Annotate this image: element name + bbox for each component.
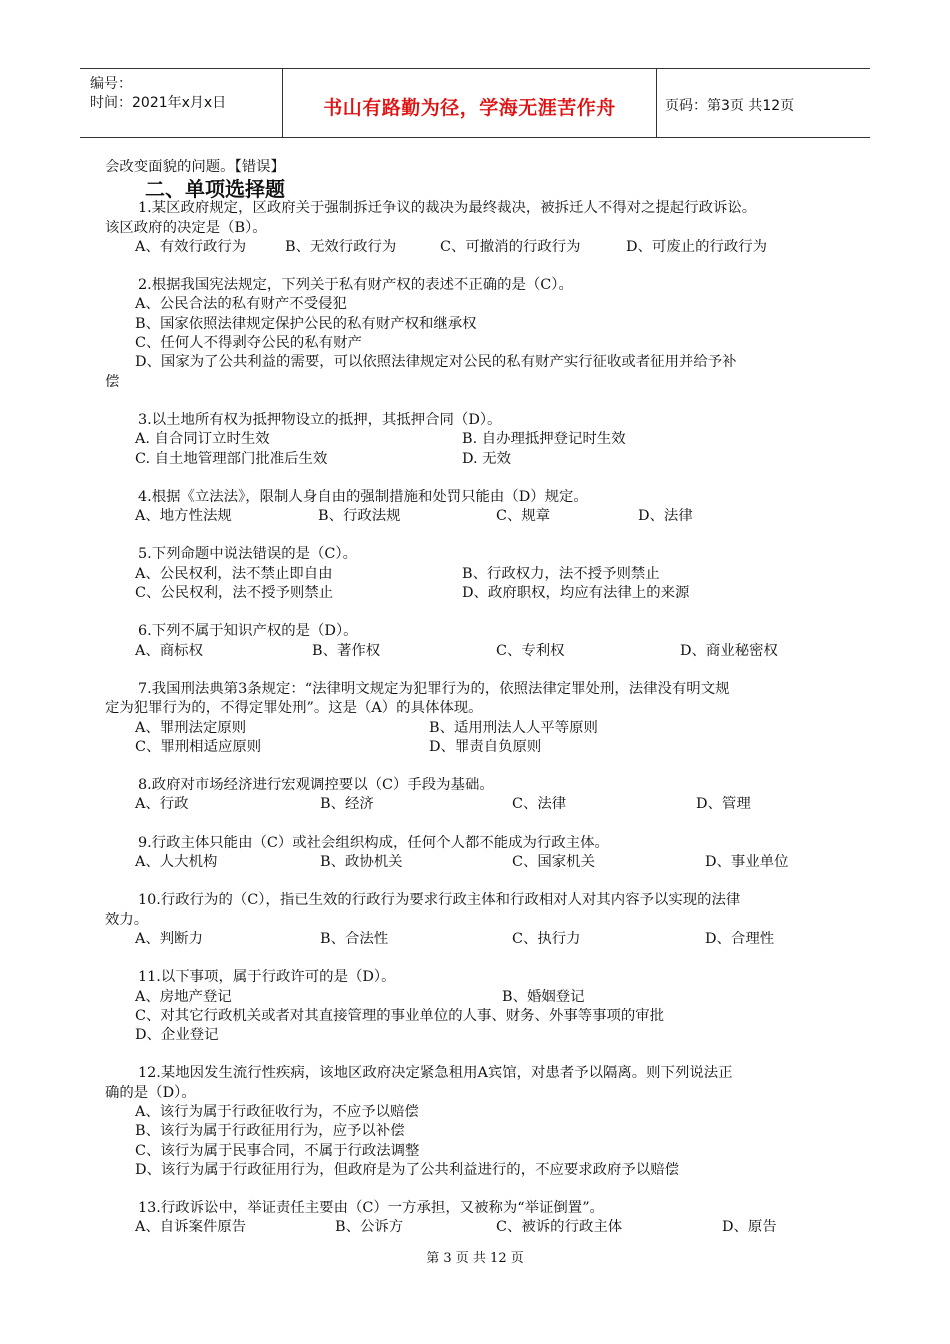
option-row <box>105 642 865 661</box>
option-d-continued: 偿 <box>105 373 120 390</box>
question-4 <box>105 488 865 527</box>
option-b: B、国家依照法律规定保护公民的私有财产权和继承权 <box>135 315 477 332</box>
option-d: D、罪责自负原则 <box>429 738 542 755</box>
option-row <box>105 565 865 584</box>
option-a: A、房地产登记 <box>135 988 232 1005</box>
question-text: 9.行政主体只能由（C）或社会组织构成，任何个人都不能成为行政主体。 <box>138 834 609 851</box>
option-b: B. 自办理抵押登记时生效 <box>462 431 626 448</box>
option-a: A、判断力 <box>135 930 203 947</box>
question-12 <box>105 1064 865 1180</box>
option-row <box>105 930 865 949</box>
option-a: A、该行为属于行政征收行为，不应予以赔偿 <box>135 1103 419 1120</box>
option-c: C. 自土地管理部门批准后生效 <box>135 450 328 467</box>
option-c: C、罪刑相适应原则 <box>135 738 262 755</box>
question-text: 11.以下事项，属于行政许可的是（D）。 <box>138 969 396 986</box>
option-a: A、罪刑法定原则 <box>135 719 247 736</box>
option-a: A. 自合同订立时生效 <box>135 431 270 448</box>
question-text: 6.下列不属于知识产权的是（D）。 <box>138 623 358 640</box>
option-d: D、企业登记 <box>135 1027 219 1044</box>
question-2 <box>105 276 865 392</box>
option-d: D、政府职权，均应有法律上的来源 <box>462 585 690 602</box>
option-d: D、商业秘密权 <box>680 642 778 659</box>
question-text: 10.行政行为的（C），指已生效的行政行为要求行政主体和行政相对人对其内容予以实现的法律 <box>138 892 741 909</box>
document-body <box>105 158 865 1238</box>
option-d: D、法律 <box>638 508 693 525</box>
option-row <box>105 795 865 814</box>
question-7 <box>105 680 865 757</box>
option-d: D、合理性 <box>705 930 775 947</box>
option-a: A、自诉案件原告 <box>135 1219 247 1236</box>
option-c: C、任何人不得剥夺公民的私有财产 <box>135 335 362 352</box>
option-d: D、可废止的行政行为 <box>626 238 768 255</box>
option-row <box>105 450 865 469</box>
option-c: C、公民权利，法不授予则禁止 <box>135 585 334 602</box>
question-3 <box>105 411 865 469</box>
question-10 <box>105 891 865 949</box>
question-text: 确的是（D）。 <box>105 1084 196 1101</box>
date-label: 时间：2021年x月x日 <box>90 95 227 111</box>
question-text: 7.我国刑法典第3条规定：“法律明文规定为犯罪行为的，依照法律定罪处刑，法律没有明文规 <box>138 680 730 697</box>
option-c: C、执行力 <box>512 930 581 947</box>
option-d: D、原告 <box>722 1219 777 1236</box>
header-table <box>80 68 870 138</box>
question-text: 定为犯罪行为的，不得定罪处刑”。这是（A）的具体体现。 <box>105 700 483 717</box>
question-13 <box>105 1199 865 1238</box>
question-text: 3.以土地所有权为抵押物设立的抵押，其抵押合同（D）。 <box>138 411 502 428</box>
option-c: C、被诉的行政主体 <box>496 1219 623 1236</box>
page-number-label: 页码：第3页 共12页 <box>665 98 795 114</box>
question-8 <box>105 776 865 815</box>
option-a: A、公民权利，法不禁止即自由 <box>135 565 333 582</box>
option-b: B、婚姻登记 <box>502 988 585 1005</box>
option-b: B、公诉方 <box>335 1219 404 1236</box>
page-footer: 第 3 页 共 12 页 <box>426 1251 524 1266</box>
question-5 <box>105 545 865 603</box>
option-a: A、人大机构 <box>135 854 218 871</box>
option-a: A、地方性法规 <box>135 508 232 525</box>
option-row <box>105 738 865 757</box>
option-b: B、合法性 <box>320 930 389 947</box>
option-c: C、对其它行政机关或者对其直接管理的事业单位的人事、财务、外事等事项的审批 <box>135 1007 665 1024</box>
previous-answer-line: 会改变面貌的问题。【错误】 <box>105 159 285 175</box>
option-b: B、无效行政行为 <box>285 238 397 255</box>
option-b: B、该行为属于行政征用行为，应予以补偿 <box>135 1123 405 1140</box>
option-c: C、国家机关 <box>512 854 595 871</box>
option-a: A、公民合法的私有财产不受侵犯 <box>135 296 347 313</box>
option-b: B、行政法规 <box>318 508 401 525</box>
question-text: 该区政府的决定是（B）。 <box>105 219 267 236</box>
question-text: 13.行政诉讼中，举证责任主要由（C）一方承担，又被称为“举证倒置”。 <box>138 1200 604 1217</box>
question-6 <box>105 622 865 661</box>
option-b: B、政协机关 <box>320 854 403 871</box>
option-b: B、适用刑法人人平等原则 <box>429 719 598 736</box>
option-d: D、管理 <box>696 796 751 813</box>
option-a: A、有效行政行为 <box>135 238 247 255</box>
document-number-label: 编号： <box>90 76 132 92</box>
option-c: C、规章 <box>496 508 551 525</box>
question-text: 1.某区政府规定，区政府关于强制拆迁争议的裁决为最终裁决，被拆迁人不得对之提起行政诉讼。 <box>138 200 757 217</box>
option-row <box>105 507 865 526</box>
option-c: C、该行为属于民事合同，不属于行政法调整 <box>135 1142 420 1159</box>
header-motto: 书山有路勤为径，学海无涯苦作舟 <box>323 97 616 119</box>
option-d: D、国家为了公共利益的需要，可以依照法律规定对公民的私有财产实行征收或者征用并给予补 <box>135 354 737 371</box>
option-row <box>105 853 865 872</box>
question-text: 2.根据我国宪法规定，下列关于私有财产权的表述不正确的是（C）。 <box>138 277 573 294</box>
option-a: A、行政 <box>135 796 189 813</box>
option-row <box>105 430 865 449</box>
option-b: B、行政权力，法不授予则禁止 <box>462 565 660 582</box>
option-a: A、商标权 <box>135 642 203 659</box>
section-title: 二、单项选择题 <box>145 177 285 202</box>
question-text: 12.某地因发生流行性疾病，该地区政府决定紧急租用A宾馆，对患者予以隔离。则下列说法正 <box>138 1065 733 1082</box>
header-right-cell <box>655 69 870 137</box>
option-b: B、著作权 <box>312 642 381 659</box>
option-c: C、法律 <box>512 796 567 813</box>
question-text: 5.下列命题中说法错误的是（C）。 <box>138 546 358 563</box>
option-c: C、专利权 <box>496 642 565 659</box>
question-text: 4.根据《立法法》，限制人身自由的强制措施和处罚只能由（D）规定。 <box>138 488 588 505</box>
question-1 <box>105 199 865 257</box>
option-row <box>105 584 865 603</box>
question-text: 8.政府对市场经济进行宏观调控要以（C）手段为基础。 <box>138 777 494 794</box>
question-text: 效力。 <box>105 911 149 928</box>
option-c: C、可撤消的行政行为 <box>440 238 581 255</box>
option-d: D. 无效 <box>462 450 511 467</box>
option-d: D、事业单位 <box>705 854 789 871</box>
option-b: B、经济 <box>320 796 374 813</box>
header-center-cell <box>282 69 657 137</box>
option-row <box>105 238 865 257</box>
option-d: D、该行为属于行政征用行为，但政府是为了公共利益进行的，不应要求政府予以赔偿 <box>135 1161 679 1178</box>
option-row <box>105 988 865 1007</box>
question-9 <box>105 834 865 873</box>
option-row <box>105 719 865 738</box>
header-left-cell <box>80 69 282 137</box>
option-row <box>105 1218 865 1237</box>
question-11 <box>105 968 865 1045</box>
